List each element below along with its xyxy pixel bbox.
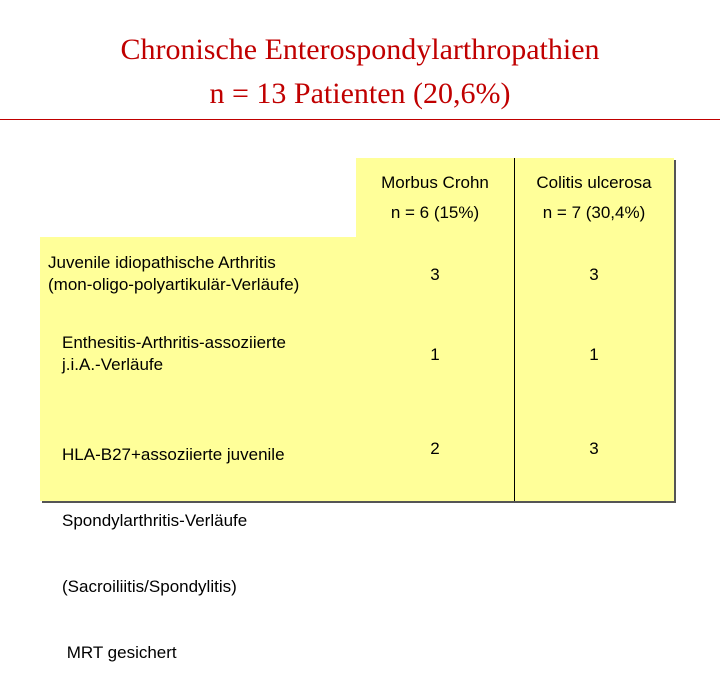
row-label-line: (mon-oligo-polyartikulär-Verläufe) <box>48 275 300 294</box>
row-label-line: j.i.A.-Verläufe <box>62 355 164 374</box>
row-label-juvenile-arthritis <box>48 252 299 296</box>
row-label-enthesitis-arthritis <box>62 332 286 376</box>
column-header-colitis-ulcerosa <box>514 168 674 228</box>
table-cell: 1 <box>430 345 440 364</box>
table-cell: 1 <box>589 345 599 364</box>
title-divider <box>0 119 720 120</box>
table-cell: 3 <box>430 265 440 284</box>
column-name: Colitis ulcerosa <box>536 173 652 192</box>
column-header-morbus-crohn <box>356 168 514 228</box>
title-line-1: Chronische Enterospondylarthropathien <box>120 33 600 66</box>
row-label-hla-b27 <box>62 400 285 686</box>
row-label-line: MRT gesichert <box>62 643 177 662</box>
row-label-line: Juvenile idiopathische Arthritis <box>48 253 276 272</box>
row-label-line: Spondylarthritis-Verläufe <box>62 511 248 530</box>
column-count: n = 7 (30,4%) <box>542 203 646 222</box>
slide-title <box>0 28 720 116</box>
table-cell: 3 <box>589 439 599 458</box>
row-label-line: HLA-B27+assoziierte juvenile <box>62 445 285 464</box>
table-cell: 2 <box>430 439 440 458</box>
row-label-line: Enthesitis-Arthritis-assoziierte <box>62 333 286 352</box>
column-name: Morbus Crohn <box>381 173 489 192</box>
row-label-line: (Sacroiliitis/Spondylitis) <box>62 577 237 596</box>
column-count: n = 6 (15%) <box>390 203 480 222</box>
table-cell: 3 <box>589 265 599 284</box>
title-line-2: n = 13 Patienten (20,6%) <box>209 77 511 110</box>
